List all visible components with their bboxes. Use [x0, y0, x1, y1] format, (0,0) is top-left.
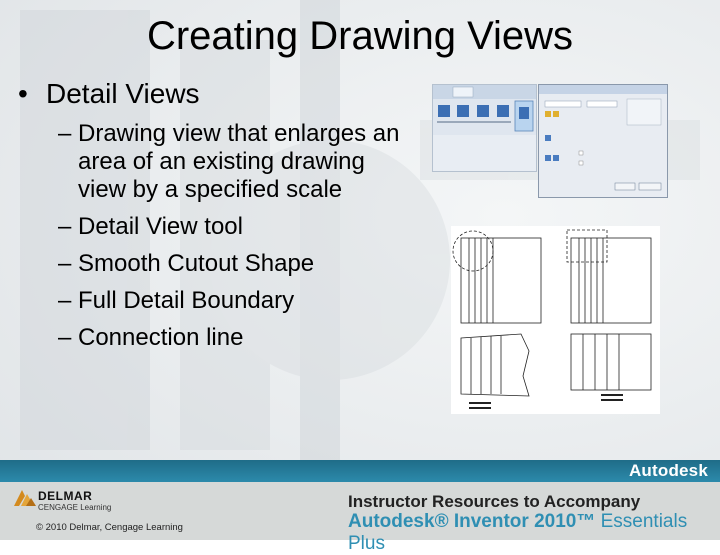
main-bullet-text: Detail Views — [46, 78, 200, 109]
sub-bullet-text: Drawing view that enlarges an area of an existing drawing view by a specified scale — [78, 120, 400, 203]
main-bullet — [18, 78, 200, 110]
sub-bullet-list — [58, 120, 418, 361]
product-name: Autodesk® Inventor 2010™ — [348, 511, 596, 532]
sub-bullet-item — [58, 287, 418, 315]
sub-bullet-text: Detail View tool — [78, 213, 243, 240]
dash-icon: – — [58, 213, 72, 240]
dash-icon: – — [58, 287, 72, 314]
sub-bullet-item — [58, 324, 418, 352]
resource-line-1: Instructor Resources to Accompany — [348, 492, 641, 511]
footer-band — [0, 460, 720, 482]
sub-bullet-item — [58, 213, 418, 241]
sub-bullet-text: Connection line — [78, 324, 244, 351]
sub-bullet-text: Smooth Cutout Shape — [78, 250, 315, 277]
slide-title: Creating Drawing Views — [146, 14, 574, 58]
dash-icon: – — [58, 250, 72, 277]
delmar-name: DELMAR — [38, 489, 93, 503]
copyright-text: © 2010 Delmar, Cengage Learning — [36, 522, 183, 533]
dash-icon: – — [58, 324, 72, 351]
resource-line-2 — [348, 511, 720, 555]
ribbon-screenshot — [432, 84, 537, 172]
sub-bullet-item — [58, 250, 418, 278]
detail-view-dialog-screenshot — [538, 84, 668, 198]
detail-view-drawing-example — [451, 226, 660, 414]
bullet-dot-icon: • — [18, 78, 28, 109]
sub-bullet-item — [58, 120, 418, 204]
delmar-logo-icon — [12, 486, 38, 508]
delmar-subtitle: CENGAGE Learning — [38, 503, 112, 512]
edition-name: Essentials Plus — [348, 511, 688, 554]
autodesk-logo-text: Autodesk — [628, 461, 708, 480]
sub-bullet-text: Full Detail Boundary — [78, 287, 295, 314]
dash-icon: – — [58, 120, 72, 147]
